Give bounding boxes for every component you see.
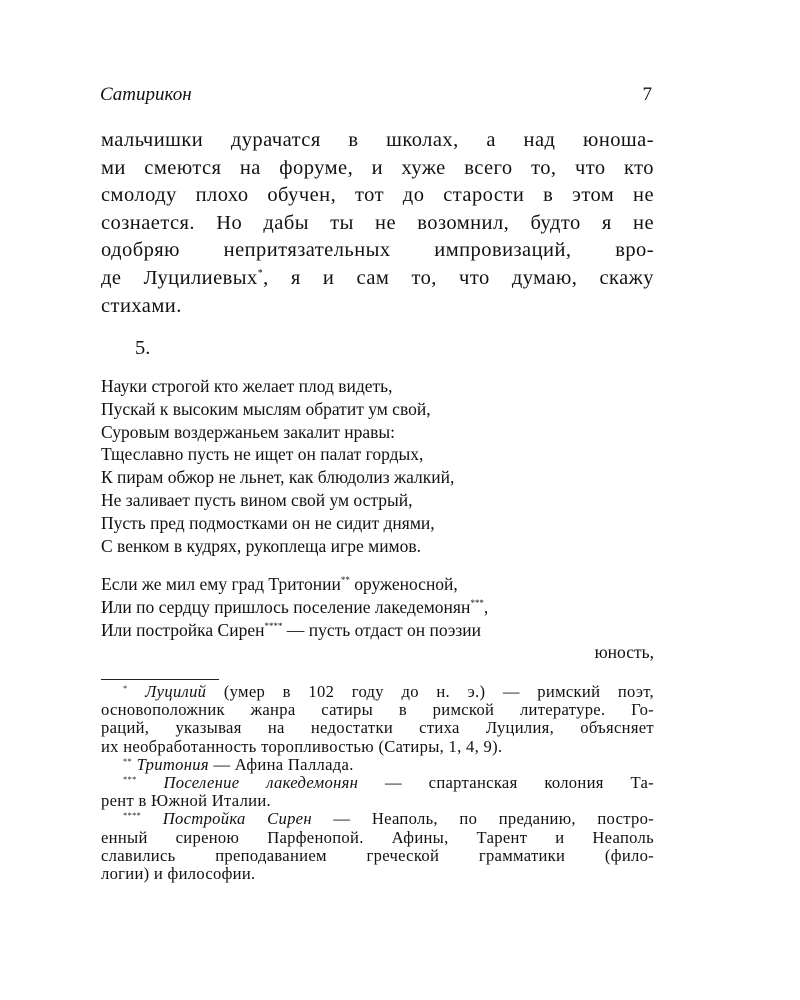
footnote-line: раций, указывая на недостатки стиха Луцилия, объясняет (101, 718, 654, 738)
footnote-text: — спартанская колония Та- (358, 772, 654, 792)
footnote-line: славились преподаванием греческой грамматики (фило- (101, 845, 654, 865)
footnote-mark: ** (123, 755, 133, 766)
verse-line: Пусть пред подмостками он не сидит днями, (101, 512, 435, 533)
verse-text: Если же мил ему град Тритонии (101, 574, 341, 594)
prose-line (101, 265, 654, 293)
verse-line: К пирам обжор не льнет, как блюдолиз жалкий, (101, 467, 455, 488)
verse-line: С венком в кудрях, рукоплеща игре мимов. (101, 535, 422, 556)
footnote-text: (умер в 102 году до н. э.) — римский поэт, (206, 682, 654, 701)
footnote-text: — Неаполь, по преданию, постро- (311, 809, 655, 829)
prose-text: де Луцилиевых (101, 266, 258, 289)
running-head (100, 83, 656, 107)
verse-stanza-2 (101, 573, 654, 664)
verse-text: — пусть отдаст он поэзии (282, 619, 481, 640)
footnote-ref-2: ** (340, 575, 350, 585)
chapter-number: 5. (135, 337, 151, 359)
verse-stanza-1 (101, 375, 654, 557)
verse-line: Не заливает пусть вином свой ум острый, (101, 489, 413, 510)
footnote-term: Тритония (136, 754, 209, 774)
book-title: Сатирикон (100, 84, 192, 105)
footnote-ref-3: *** (470, 597, 484, 608)
prose-line: мальчишки дурачатся в школах, а над юноша- (101, 129, 654, 151)
prose-paragraph (101, 127, 654, 320)
prose-line: ми смеются на форуме, и хуже всего то, что кто (101, 156, 654, 179)
footnote-line: рент в Южной Италии. (101, 791, 271, 811)
footnote-1 (101, 683, 654, 701)
verse-text: оруженосной, (349, 574, 458, 594)
footnotes (101, 683, 654, 883)
verse-line: Пускай к высоким мыслям обратит ум свой, (101, 398, 431, 419)
prose-line: сознается. Но дабы ты не возомнил, будто я не (101, 211, 654, 234)
page-number: 7 (642, 84, 652, 105)
footnote-ref-1: * (257, 267, 264, 279)
prose-line: одобряю непритязательных импровизаций, вро- (101, 239, 654, 262)
footnote-line: их необработанность торопливостью (Сатиры, 1, 4, 9). (101, 736, 503, 756)
footnote-3 (101, 774, 654, 792)
footnote-4 (101, 810, 654, 828)
footnote-term: Поселение лакедемонян (163, 772, 359, 792)
footnote-ref-4: **** (264, 620, 283, 631)
footnote-mark: * (123, 683, 128, 693)
footnote-line: основоположник жанра сатиры в римской литературе. Го- (101, 700, 654, 720)
footnote-line: енный сиреною Парфенопой. Афины, Тарент и Неаполь (101, 827, 654, 847)
verse-line (101, 619, 654, 642)
footnote-divider (101, 679, 219, 680)
verse-line (101, 573, 654, 596)
prose-line: смолоду плохо обучен, тот до старости в этом не (101, 184, 654, 207)
footnote-mark: **** (123, 810, 142, 821)
verse-text: , (483, 596, 489, 617)
verse-line: Науки строгой кто желает плод видеть, (101, 376, 393, 396)
footnote-term: Постройка Сирен (162, 809, 312, 829)
prose-text: , я и сам то, что думаю, скажу (263, 266, 654, 289)
footnote-2 (101, 756, 654, 774)
prose-line: стихами. (101, 294, 182, 317)
verse-line: Тщеславно пусть не ищет он палат гордых, (101, 444, 424, 465)
verse-line: Суровым воздержаньем закалит нравы: (101, 421, 396, 442)
footnote-text: — Афина Паллада. (208, 754, 354, 774)
footnote-term: Луцилий (145, 682, 207, 701)
verse-text: Или по сердцу пришлось поселение лакедемонян (101, 596, 471, 617)
footnote-mark: *** (123, 773, 137, 784)
verse-line (101, 596, 654, 619)
footnote-line: логии) и философии. (101, 863, 256, 883)
verse-text: Или постройка Сирен (101, 619, 265, 640)
verse-line-continuation: юность, (594, 642, 654, 663)
